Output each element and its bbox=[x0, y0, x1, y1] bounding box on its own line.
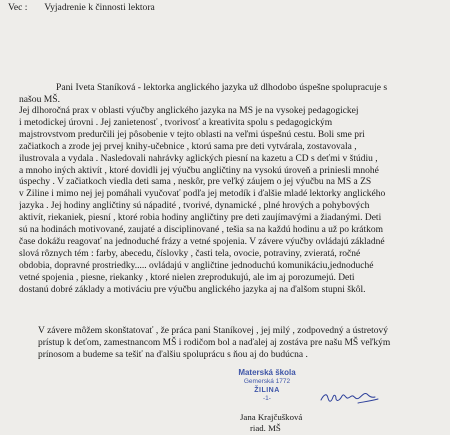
closing-line: prístup k deťom, zamestnancom MŠ i rodičom bol a naďalej aj zostáva pre našu MŠ veľkým bbox=[38, 337, 391, 348]
body-line: obdobia, dopravné prostriedky..... ovládajú v angličtine jednoduchú komunikáciu,jednoduché bbox=[19, 260, 374, 271]
intro-line: našou MŠ. bbox=[19, 93, 61, 105]
body-line: Jej dlhoročná prax v oblasti výučby anglického jazyka na MŠ je na vysokej pedagogickej bbox=[19, 106, 359, 116]
body-line: slová rôznych tém : farby, abecedu, číslovky , časti tela, ovocie, potraviny, zvieratá, ročné bbox=[19, 248, 361, 259]
subject-text: Vyjadrenie k činnosti lektora bbox=[44, 2, 155, 13]
handwritten-signature bbox=[318, 385, 382, 409]
closing-line: V závere môžem skonštatovať , že práca pani Staníkovej , jej milý , zodpovedný a ústretový bbox=[38, 326, 389, 336]
body-line: sú na hodinách motivované, zaujaté a disciplinované , tešia sa na každú hodinu a už po krátkom bbox=[19, 225, 384, 236]
body-line: začiatkoch a zrode jej prvej knihy-učebnice , ktorú sama pre deti vytvárala, zostavovala , bbox=[19, 141, 357, 152]
body-line: ilustrovala a vydala . Nasledovali nahrávky aglických piesní na kazetu a CD s deťmi v štúdiu , bbox=[19, 153, 378, 164]
body-line: majstrovstvom predurčili jej pôsobenie v tejto oblasti na veľmi úspešnú cestu. Boli sme pri bbox=[19, 129, 365, 140]
stamp-line: Gemerská 1772 bbox=[243, 378, 291, 385]
stamp-line: ŽILINA bbox=[254, 387, 280, 394]
subject-line bbox=[8, 2, 155, 14]
signer-block bbox=[240, 412, 360, 433]
body-line: dostanú dobré základy a motiváciu pre výučbu anglického jazyka aj na ďalšom stupni škôl. bbox=[19, 284, 366, 295]
closing-line: prínosom a budeme sa tešiť na ďalšiu spoluprácu s ňou aj do budúcna . bbox=[38, 349, 308, 360]
body-line: vetné spojenia , piesne, riekanky , ktoré nielen zreprodukujú, ale im aj porozumejú. Deti bbox=[19, 272, 355, 283]
body-line: čase dokážu reagovať na jednoduché frázy a vetné spojenia. V závere výučby ovládajú základné bbox=[19, 236, 385, 247]
signer-role: riad. MŠ bbox=[250, 422, 281, 433]
body-line: jazyka . Jej hodiny angličtiny sú nápadité , tvorivé, dynamické , plné hrových a pohybových bbox=[19, 201, 370, 212]
closing-paragraph bbox=[19, 326, 444, 362]
body-line: i metodickej úrovni . Jej zanietenosť , tvorivosť a kreativita spolu s pedagogickým bbox=[19, 117, 333, 128]
stamp-line: -1- bbox=[263, 395, 271, 402]
intro-line: Pani Iveta Staníková - lektorka anglického jazyka už dlhodobo úspešne spolupracuje s bbox=[56, 82, 388, 93]
body-line: a mnoho iných aktivít , ktoré dovidli jej výučbu angličtiny na vysokú úroveň a priniesli mnohé bbox=[19, 165, 379, 176]
signer-name: Jana Krajčušková bbox=[240, 412, 303, 422]
body-line: v Žiline i mimo nej jej pomáhali vyučovať podľa jej metodík i ďalšie mladé lektorky anglického bbox=[19, 189, 386, 200]
subject-label: Vec : bbox=[8, 2, 28, 13]
stamp-line: Materská škola bbox=[238, 368, 296, 377]
body-line: aktivít, riekaniek, piesní , ktoré robia hodiny angličtiny pre deti zaujímavými a žiadanými. Deti bbox=[19, 213, 382, 224]
body-line: úspechy . V začiatkoch viedla deti sama , neskôr, pre veľký záujem o jej výučbu na MŠ a ZŠ bbox=[19, 177, 372, 188]
body-paragraph bbox=[19, 106, 444, 297]
intro-paragraph bbox=[19, 82, 436, 106]
school-stamp bbox=[236, 368, 298, 402]
